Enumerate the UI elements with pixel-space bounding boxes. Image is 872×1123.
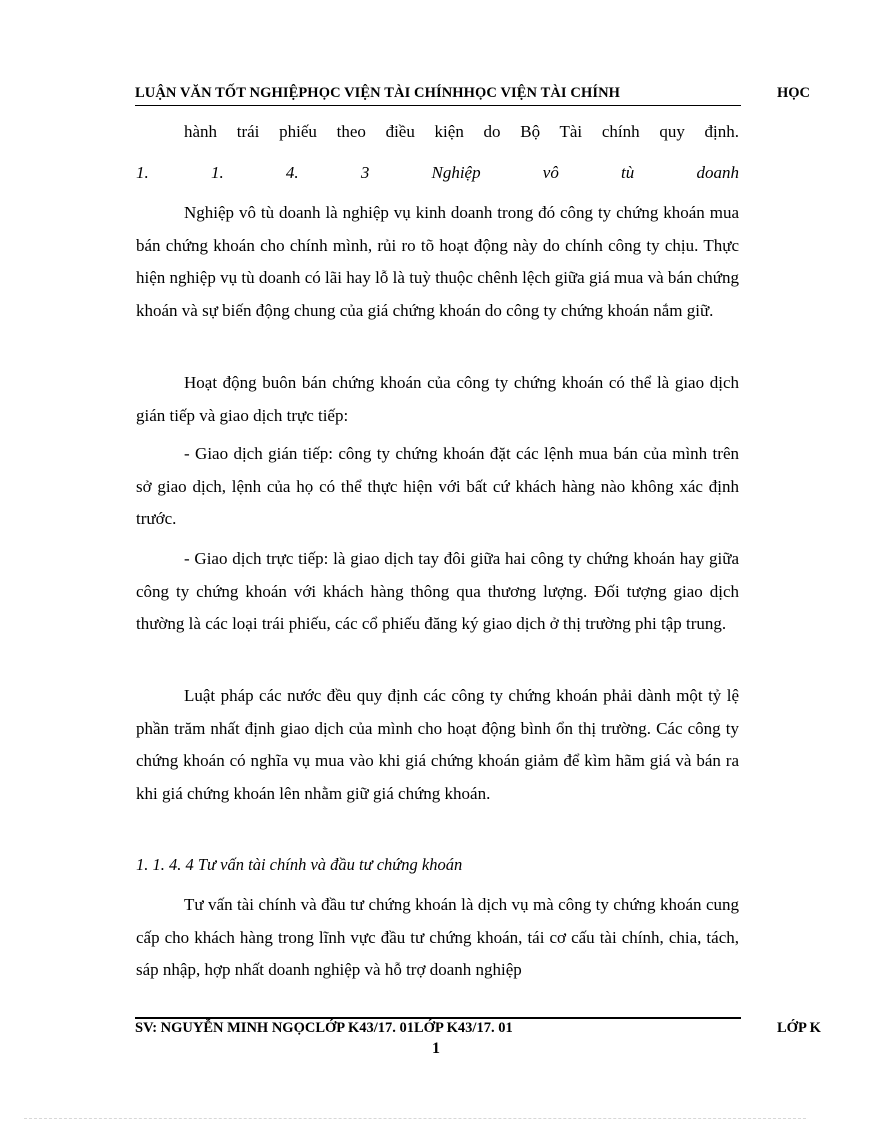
heading-token: doanh bbox=[696, 163, 739, 182]
heading-token: 4. bbox=[285, 163, 299, 182]
section-heading-1-1-4-3 bbox=[136, 159, 739, 187]
heading-token: 1. bbox=[210, 163, 224, 182]
running-footer-overflow: LỚP K bbox=[777, 1020, 821, 1036]
paragraph-truc-tiep: - Giao dịch trực tiếp: là giao dịch tay đôi giữa hai công ty chứng khoán hay giữa công ty chứng khoán với khách hàng thông qua thương lượng. Đối tượng giao dịch thường là các loại trái phiếu, các cổ phiếu đăng ký giao dịch ở thị trường phi tập trung. bbox=[136, 549, 739, 633]
heading-token: 3 bbox=[360, 163, 370, 182]
paragraph-luat-phap: Luật pháp các nước đều quy định các công ty chứng khoán phải dành một tỷ lệ phần trăm nhất định giao dịch của mình cho hoạt động bình ổn thị trường. Các công ty chứng khoán có nghĩa vụ mua vào khi giá chứng khoán giảm để kìm hãm giá và bán ra khi giá chứng khoán lên nhằm giữ giá chứng khoán. bbox=[136, 686, 739, 803]
running-header: LUẬN VĂN TỐT NGHIỆPHỌC VIỆN TÀI CHÍNHHỌC VIỆN TÀI CHÍNH bbox=[135, 85, 741, 106]
paragraph-gian-tiep: - Giao dịch gián tiếp: công ty chứng khoán đặt các lệnh mua bán của mình trên sở giao dịch, lệnh của họ có thể thực hiện với bất cứ khách hàng nào không xác định trước. bbox=[136, 444, 739, 528]
paragraph-tu-van: Tư vấn tài chính và đầu tư chứng khoán là dịch vụ mà công ty chứng khoán cung cấp cho khách hàng trong lĩnh vực đầu tư chứng khoán, tái cơ cấu tài chính, chia, tách, sáp nhập, hợp nhất doanh nghiệp và hỗ trợ doanh nghiệp bbox=[136, 895, 739, 979]
heading-token: Nghiệp bbox=[431, 163, 481, 182]
footer-rule bbox=[135, 1017, 741, 1019]
continuation-line: hành trái phiếu theo điều kiện do Bộ Tài chính quy định. bbox=[184, 122, 739, 141]
running-header-overflow: HỌC bbox=[777, 85, 811, 101]
section-heading-1-1-4-4: 1. 1. 4. 4 Tư vấn tài chính và đầu tư chứng khoán bbox=[136, 855, 463, 874]
heading-token: tù bbox=[621, 163, 635, 182]
page-number: 1 bbox=[432, 1040, 440, 1057]
heading-token: 1. bbox=[136, 163, 149, 182]
running-footer: SV: NGUYỄN MINH NGỌCLỚP K43/17. 01LỚP K43/17. 01 bbox=[135, 1020, 513, 1036]
heading-token: vô bbox=[542, 163, 559, 182]
paragraph-tu-doanh: Nghiệp vô tù doanh là nghiệp vụ kinh doanh trong đó công ty chứng khoán mua bán chứng khoán cho chính mình, rủi ro tõ hoạt động này do chính công ty chịu. Thực hiện nghiệp vụ tù doanh có lãi hay lỗ là tuỳ thuộc chênh lệch giữa giá mua và bán chứng khoán và sự biến động chung của giá chứng khoán do công ty chứng khoán nắm giữ. bbox=[136, 203, 739, 320]
page-break-divider bbox=[24, 1118, 806, 1119]
paragraph-buon-ban: Hoạt động buôn bán chứng khoán của công ty chứng khoán có thể là giao dịch gián tiếp và giao dịch trực tiếp: bbox=[136, 373, 739, 425]
